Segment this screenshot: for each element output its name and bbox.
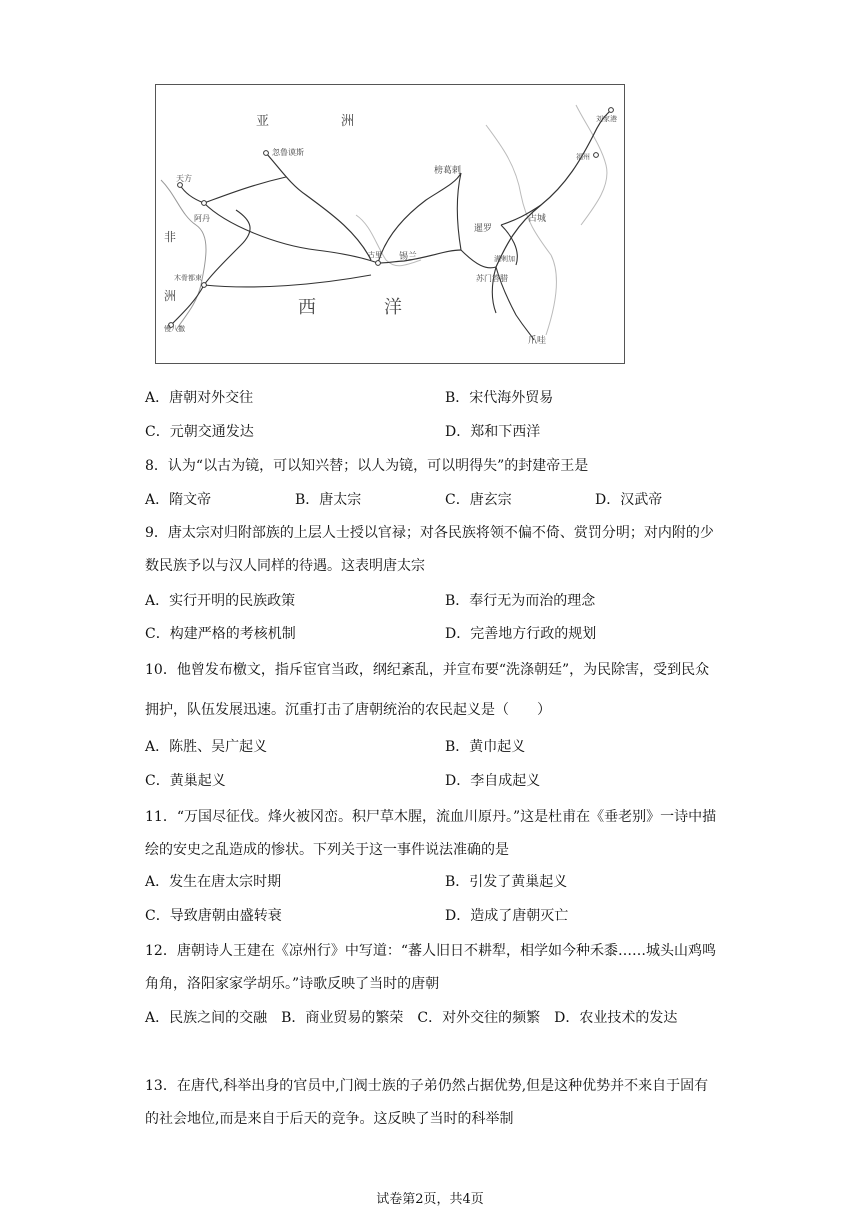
label-siam: 暹罗: [474, 224, 493, 234]
label-asia-zhou: 洲: [341, 114, 355, 129]
q9-option-d: D．完善地方行政的规划: [445, 626, 597, 642]
q11-option-a: A．发生在唐太宗时期: [145, 874, 282, 890]
zhenghe-voyage-map: [155, 84, 625, 364]
label-java: 爪哇: [528, 336, 547, 346]
page-footer: 试卷第2页，共4页: [376, 1192, 484, 1207]
label-africa-fei: 非: [164, 230, 177, 244]
q10-option-c: C．黄巢起义: [145, 773, 226, 789]
q11-option-b: B．引发了黄巢起义: [445, 874, 568, 890]
q10-option-a: A．陈胜、吴广起义: [145, 739, 268, 755]
label-asia: 亚: [256, 114, 270, 129]
label-champa: 占城: [528, 214, 547, 224]
q8-option-b: B．唐太宗: [295, 492, 362, 508]
q9-option-a: A．实行开明的民族政策: [145, 593, 296, 609]
label-liujiagang: 刘家港: [596, 115, 617, 123]
label-fuzhou: 福州: [576, 153, 590, 161]
q8-option-c: C．唐玄宗: [445, 492, 512, 508]
label-mogadishu: 木骨都束: [174, 274, 202, 282]
label-malacca: 满剌加: [494, 255, 515, 263]
q12-stem: 12．唐朝诗人王建在《凉州行》中写道：“蕃人旧日不耕犁，相学如今种禾黍……城头山鸡鸣角角，洛阳家家学胡乐。”诗歌反映了当时的唐朝: [145, 943, 716, 992]
label-africa-zhou: 洲: [164, 289, 177, 303]
q11-stem: 11．“万国尽征伐。烽火被冈峦。积尸草木腥，流血川原丹。”这是杜甫在《垂老别》一诗中描绘的安史之乱造成的惨状。下列关于这一事件说法准确的是: [145, 809, 717, 858]
label-calicut: 古里: [368, 251, 382, 259]
label-tianfang: 天方: [176, 174, 192, 183]
map-graphic: [156, 85, 624, 363]
q8-option-d: D．汉武帝: [595, 492, 663, 508]
q13-stem: 13．在唐代,科举出身的官员中,门阀士族的子弟仍然占据优势,但是这种优势并不来自于固有的社会地位,而是来自于后天的竞争。这反映了当时的科举制: [145, 1078, 709, 1127]
label-xiyang-yang: 洋: [384, 297, 402, 318]
label-bangladesh: 榜葛剌: [434, 166, 462, 176]
label-malindi: 慢八撒: [164, 325, 185, 333]
q11-option-d: D．造成了唐朝灭亡: [445, 908, 569, 924]
label-ceylon: 锡兰: [399, 252, 418, 262]
q9-option-b: B．奉行无为而治的理念: [445, 593, 596, 609]
label-sumatra: 苏门答腊: [476, 274, 508, 283]
q12-options: A．民族之间的交融 B．商业贸易的繁荣 C．对外交往的频繁 D．农业技术的发达: [145, 1010, 678, 1026]
q7-option-d: D．郑和下西洋: [445, 424, 541, 440]
q8-stem: 8．认为“以古为镜，可以知兴替；以人为镜，可以明得失”的封建帝王是: [145, 458, 589, 474]
q10-option-d: D．李自成起义: [445, 773, 541, 789]
q8-option-a: A．隋文帝: [145, 492, 212, 508]
q10-stem: 10．他曾发布檄文，指斥宦官当政，纲纪紊乱，并宣布要“洗涤朝廷”，为民除害，受到民众拥护，队伍发展迅速。沉重打击了唐朝统治的农民起义是（ ）: [145, 662, 710, 718]
q7-option-c: C．元朝交通发达: [145, 424, 254, 440]
q9-option-c: C．构建严格的考核机制: [145, 626, 296, 642]
label-hormuz: 忽鲁谟斯: [272, 148, 304, 157]
q10-option-b: B．黄巾起义: [445, 739, 526, 755]
q7-option-b: B．宋代海外贸易: [445, 390, 554, 406]
q11-option-c: C．导致唐朝由盛转衰: [145, 908, 282, 924]
q7-option-a: A．唐朝对外交往: [145, 390, 254, 406]
label-xiyang-xi: 西: [298, 297, 316, 318]
q9-stem: 9．唐太宗对归附部族的上层人士授以官禄；对各民族将领不偏不倚、赏罚分明；对内附的少数民族予以与汉人同样的待遇。这表明唐太宗: [145, 525, 714, 574]
label-aden: 阿丹: [194, 214, 210, 223]
